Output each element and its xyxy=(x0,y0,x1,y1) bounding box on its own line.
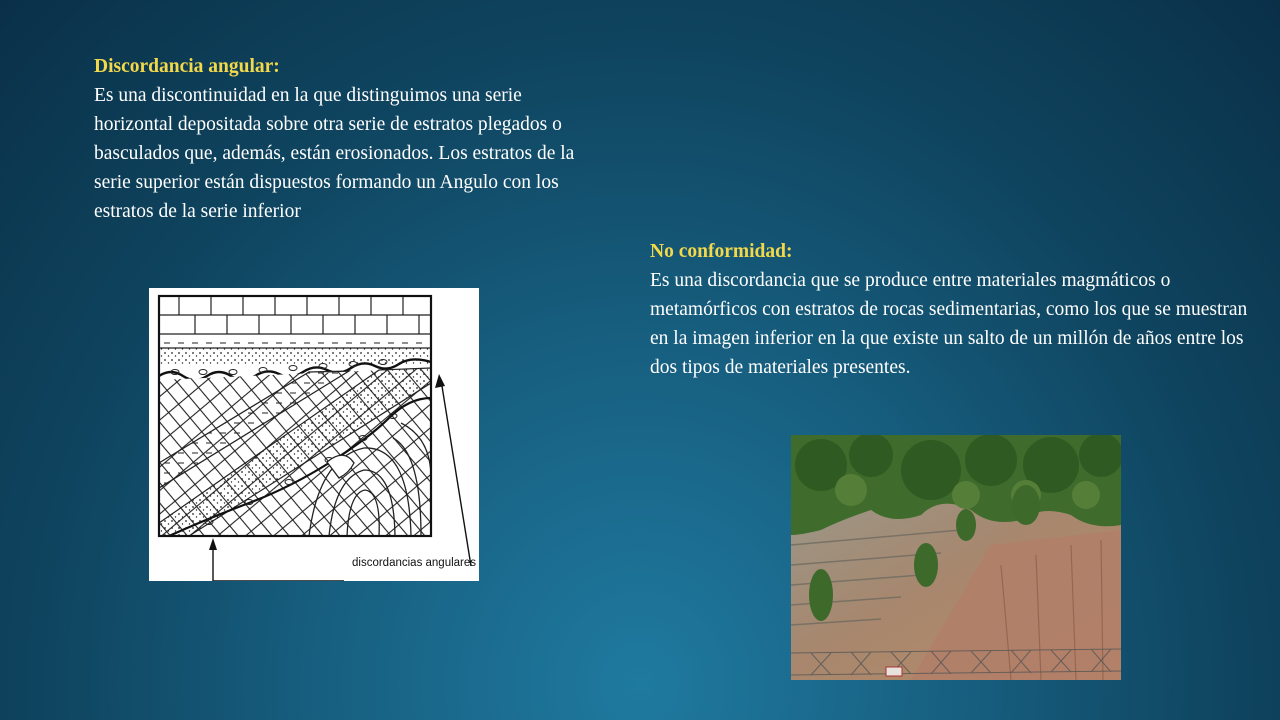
angular-unconformity-text xyxy=(94,52,594,226)
angular-unconformity-description: Es una discontinuidad en la que distinguimos una serie horizontal depositada sobre otra serie de estratos plegados o basculados que, además, están erosionados. Los estratos de la serie superior están dispuestos formando un Angulo con los estratos de la serie inferior xyxy=(94,85,575,222)
nonconformity-heading: No conformidad: xyxy=(650,241,793,262)
angular-unconformity-heading: Discordancia angular: xyxy=(94,56,280,77)
diagram-label: discordancias angulares xyxy=(352,557,477,569)
nonconformity-text xyxy=(650,237,1270,382)
nonconformity-description: Es una discordancia que se produce entre materiales magmáticos o metamórficos con estratos de rocas sedimentarias, como los que se muestran en la imagen inferior en la que existe un salto de un millón de años entre los dos tipos de materiales presentes. xyxy=(650,270,1248,378)
nonconformity-photo xyxy=(791,435,1121,680)
angular-unconformity-diagram xyxy=(149,288,479,581)
